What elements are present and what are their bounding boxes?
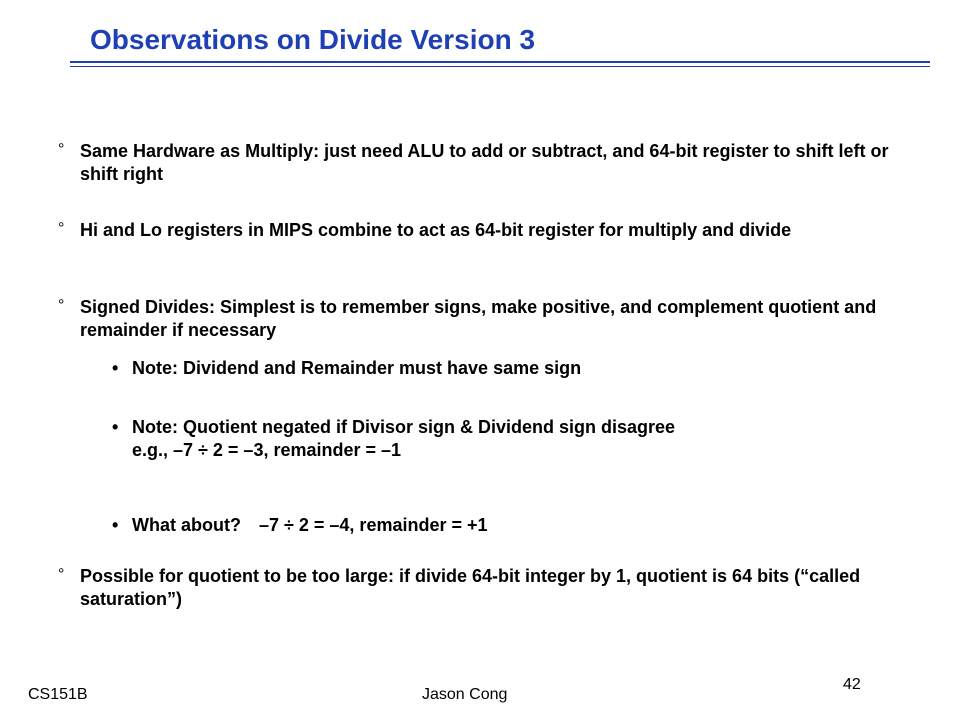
degree-bullet-icon: ° [58,220,65,237]
dot-bullet-icon: • [112,515,119,535]
bullet-text: Possible for quotient to be too large: if divide 64-bit integer by 1, quotient is 64 bits (“called saturation”) [80,566,861,609]
sub-bullet-expression: –7 ÷ 2 = –4, remainder = +1 [258,515,488,535]
dot-bullet-icon: • [112,358,119,378]
degree-bullet-icon: ° [58,566,65,583]
degree-bullet-icon: ° [58,141,65,158]
slide-title: Observations on Divide Version 3 [90,24,536,55]
dot-bullet-icon: • [112,417,119,437]
sub-bullet-text: What about? [132,515,241,535]
title-underline-thick [70,61,930,63]
degree-bullet-icon: ° [58,297,65,314]
title-underline-thin [70,66,930,67]
bullet-text: Hi and Lo registers in MIPS combine to act as 64-bit register for multiply and divide [80,220,792,240]
footer-author: Jason Cong [422,686,508,703]
bullet-text: Signed Divides: Simplest is to remember signs, make positive, and complement quotient and remainder if necessary [80,297,877,340]
sub-bullet-text: Note: Dividend and Remainder must have same sign [132,358,582,378]
sub-bullet-text: Note: Quotient negated if Divisor sign & Dividend sign disagree [132,417,676,437]
footer-course: CS151B [28,686,88,703]
bullet-text: Same Hardware as Multiply: just need ALU to add or subtract, and 64-bit register to shift left or shift right [80,141,889,184]
sub-bullet-example: e.g., –7 ÷ 2 = –3, remainder = –1 [132,440,402,460]
page-number: 42 [843,676,861,693]
